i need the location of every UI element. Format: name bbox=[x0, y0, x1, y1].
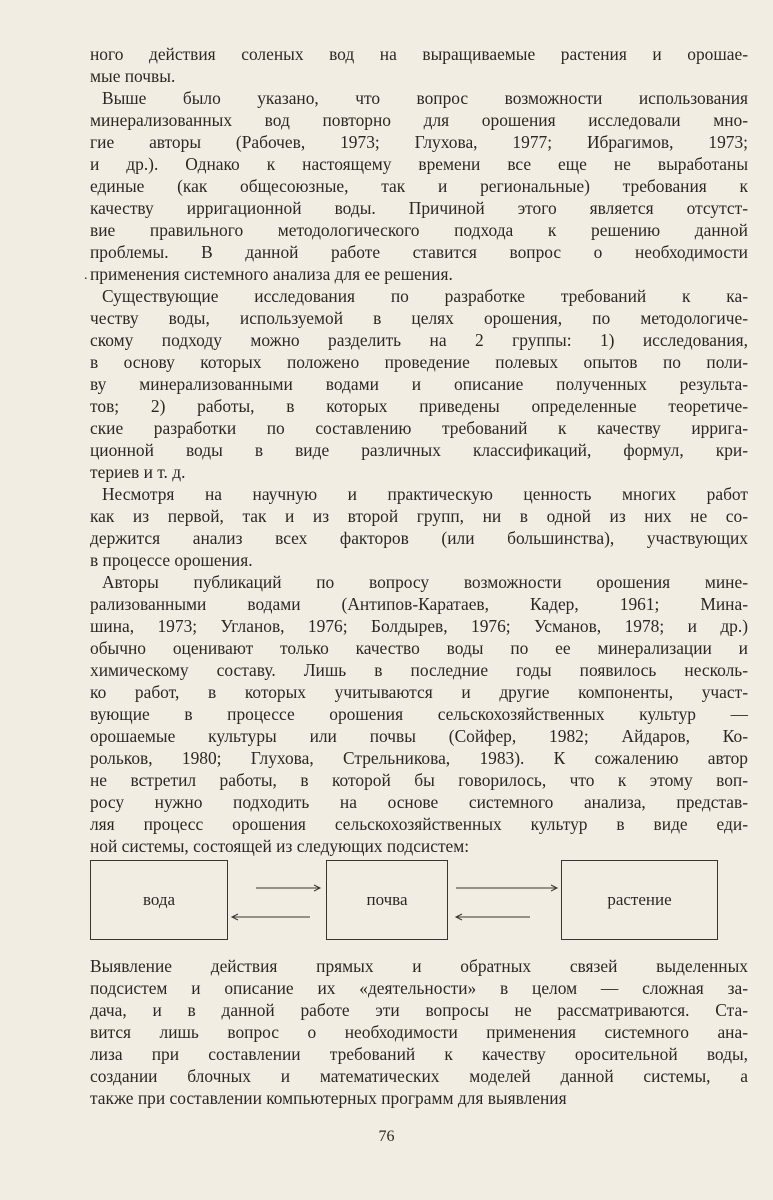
text-line: проблемы. В данной работе ставится вопрос о необходимости bbox=[90, 242, 748, 262]
text-line: Выявление действия прямых и обратных связей выделенных bbox=[90, 956, 748, 976]
text-line: Выше было указано, что вопрос возможности использования bbox=[102, 88, 748, 108]
text-line: Несмотря на научную и практическую ценность многих работ bbox=[102, 484, 748, 504]
text-line: обычно оценивают только качество воды по ее минерализации и bbox=[90, 638, 748, 658]
text-line: единые (как общесоюзные, так и региональные) требования к bbox=[90, 176, 748, 196]
text-line: ляя процесс орошения сельскохозяйственных культур в виде еди- bbox=[90, 814, 748, 834]
arrows bbox=[90, 860, 718, 942]
text-line: в основу которых положено проведение полевых опытов по поли- bbox=[90, 352, 748, 372]
text-line: скому подходу можно разделить на 2 группы: 1) исследования, bbox=[90, 330, 748, 350]
text-line: ного действия соленых вод на выращиваемые растения и орошае- bbox=[90, 44, 748, 64]
text-line: минерализованных вод повторно для орошения исследовали мно- bbox=[90, 110, 748, 130]
text-line: ские разработки по составлению требований к качеству ирригa- bbox=[90, 418, 748, 438]
text-line: ву минерализованными водами и описание полученных результа- bbox=[90, 374, 748, 394]
text-line: и др.). Однако к настоящему времени все еще не выработаны bbox=[90, 154, 748, 174]
text-block-top bbox=[90, 43, 748, 857]
text-line: также при составлении компьютерных программ для выявления bbox=[90, 1088, 567, 1108]
box-plant-label: растение bbox=[607, 890, 672, 909]
text-line: вится лишь вопрос о необходимости применения системного ана- bbox=[90, 1022, 748, 1042]
text-line: орошаемые культуры или почвы (Сойфер, 1982; Айдаров, Ко- bbox=[90, 726, 748, 746]
text-line: применения системного анализа для ее решения. bbox=[90, 264, 453, 284]
text-line: создании блочных и математических моделей данной системы, а bbox=[90, 1066, 748, 1086]
text-line: мые почвы. bbox=[90, 66, 176, 86]
system-diagram bbox=[90, 860, 718, 942]
text-line: гие авторы (Рабочев, 1973; Глухова, 1977; Ибрагимов, 1973; bbox=[90, 132, 748, 152]
text-line: шина, 1973; Угланов, 1976; Болдырев, 1976; Усманов, 1978; и др.) bbox=[90, 616, 748, 636]
text-line: дача, и в данной работе эти вопросы не рассматриваются. Ста- bbox=[90, 1000, 748, 1020]
text-line: держится анализ всех факторов (или большинства), участвующих bbox=[90, 528, 748, 548]
text-line: химическому составу. Лишь в последние годы появилось несколь- bbox=[90, 660, 748, 680]
text-line: вующие в процессе орошения сельскохозяйственных культур — bbox=[90, 704, 748, 724]
box-water-label: вода bbox=[142, 890, 176, 909]
text-line: вие правильного методологического подхода к решению данной bbox=[90, 220, 748, 240]
text-line: рольков, 1980; Глухова, Стрельникова, 1983). К сожалению автор bbox=[90, 748, 748, 768]
text-line: Существующие исследования по разработке требований к ка- bbox=[102, 286, 748, 306]
margin-mark: . bbox=[84, 268, 88, 283]
text-line: не встретил работы, в которой бы говорилось, что к этому воп- bbox=[90, 770, 748, 790]
text-line: подсистем и описание их «деятельности» в целом — сложная за- bbox=[90, 978, 748, 998]
text-line: росу нужно подходить на основе системного анализа, представ- bbox=[90, 792, 748, 812]
text-line: честву воды, используемой в целях орошения, по методологиче- bbox=[90, 308, 748, 328]
text-line: ной системы, состоящей из следующих подсистем: bbox=[90, 836, 470, 856]
text-line: качеству ирригационной воды. Причиной этого является отсутст- bbox=[90, 198, 748, 218]
text-line: ционной воды в виде различных классификаций, формул, кри- bbox=[90, 440, 748, 460]
text-line: в процессе орошения. bbox=[90, 550, 253, 570]
text-line: Авторы публикаций по вопросу возможности орошения мине- bbox=[102, 572, 748, 592]
text-line: рализованными водами (Антипов-Каратаев, Кадер, 1961; Мина- bbox=[90, 594, 748, 614]
text-line: тов; 2) работы, в которых приведены определенные теоретиче- bbox=[90, 396, 748, 416]
box-soil-label: почва bbox=[366, 890, 408, 909]
text-line: териев и т. д. bbox=[90, 462, 186, 482]
page-number: 76 bbox=[378, 1128, 395, 1145]
text-line: как из первой, так и из второй групп, ни в одной из них не со- bbox=[90, 506, 748, 526]
text-block-bottom bbox=[90, 955, 748, 1109]
text-line: лиза при составлении требований к качеству оросительной воды, bbox=[90, 1044, 748, 1064]
text-line: ко работ, в которых учитываются и другие компоненты, участ- bbox=[90, 682, 748, 702]
